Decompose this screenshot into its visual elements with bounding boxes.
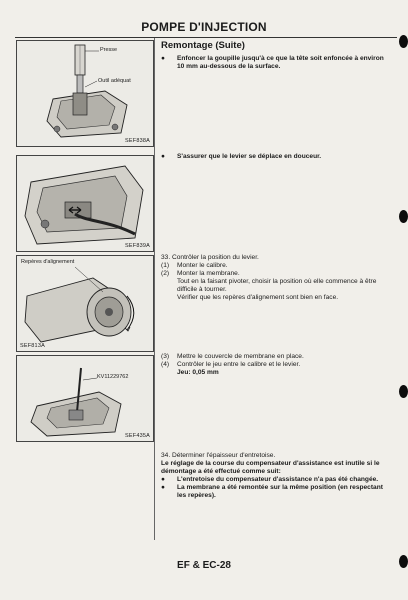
gauge-illustration <box>17 356 153 441</box>
list-item: (4) Contrôler le jeu entre le calibre et le levier. <box>161 361 301 368</box>
figure-code: SEF838A <box>125 138 150 144</box>
note-text: Vérifier que les repères d'alignement sont bien en face. <box>177 294 339 301</box>
list-item: (2) Monter la membrane. <box>161 270 240 277</box>
callout-press: Presse <box>100 47 118 53</box>
bullet-icon: ● <box>161 484 165 491</box>
page-number: EF & EC-28 <box>177 560 231 571</box>
section-heading: Remontage (Suite) <box>161 40 245 51</box>
list-item: ● La membrane a été remontée sur la même position (en respectant les repères). <box>161 484 383 499</box>
bullet-icon: ● <box>161 153 165 160</box>
note-text: Tout en la faisant pivoter, choisir la position où elle commence à être difficile à tourner. <box>177 278 377 293</box>
bullet-icon: ● <box>161 476 165 483</box>
figure-code: SEF435A <box>125 433 150 439</box>
step-33-lever-position <box>161 254 391 302</box>
bullet-icon: ● <box>161 55 165 62</box>
column-divider <box>154 38 155 540</box>
step-lever-smooth: ● S'assurer que le levier se déplace en douceur. <box>161 153 322 160</box>
step-insert-pin: ● Enfoncer la goupille jusqu'à ce que la tête soit enfoncée à environ 10 mm au-dessous de la surface. <box>161 55 384 70</box>
title-rule <box>15 37 397 38</box>
figure-gauge-clearance <box>16 355 154 442</box>
callout-tool-number: KV11229762 <box>97 374 129 380</box>
figure-press-tool <box>16 40 154 147</box>
step-heading: 34. Déterminer l'épaisseur d'entretoise. <box>161 452 276 459</box>
page-title: POMPE D'INJECTION <box>141 20 267 34</box>
binder-hole <box>399 385 408 398</box>
callout-tool: Outil adéquat <box>98 78 131 84</box>
list-item: (1) Monter le calibre. <box>161 262 228 269</box>
list-item: (3) Mettre le couvercle de membrane en place. <box>161 353 304 360</box>
step-cover-clearance <box>161 353 391 377</box>
press-tool-illustration <box>17 41 153 146</box>
step-heading: 33. Contrôler la position du levier. <box>161 254 259 261</box>
binder-hole <box>399 35 408 48</box>
figure-code: SEF839A <box>125 243 150 249</box>
clearance-value: Jeu: 0,05 mm <box>177 369 219 376</box>
callout-alignment: Repères d'alignement <box>21 259 75 265</box>
intro-text: Le réglage de la course du compensateur d'assistance est inutile si le démontage a été effectué comme suit: <box>161 460 380 475</box>
figure-lever-check <box>16 155 154 252</box>
lever-illustration <box>17 156 153 251</box>
list-item: ● L'entretoise du compensateur d'assistance n'a pas été changée. <box>161 476 379 483</box>
figure-alignment-marks <box>16 255 154 352</box>
membrane-illustration <box>17 256 153 351</box>
figure-code: SEF813A <box>20 343 45 349</box>
binder-hole <box>399 210 408 223</box>
step-34-spacer <box>161 452 391 500</box>
